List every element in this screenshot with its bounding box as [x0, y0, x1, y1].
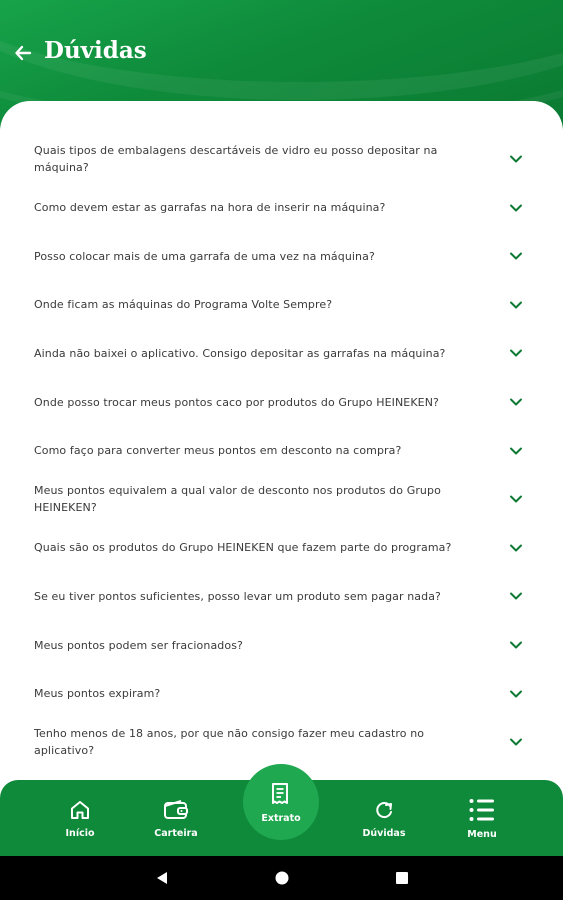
nav-home[interactable] — [52, 780, 108, 856]
nav-statement-label: Extrato — [261, 812, 301, 824]
faq-item[interactable] — [0, 720, 563, 764]
list-menu-icon — [468, 797, 496, 823]
back-triangle-icon[interactable] — [154, 870, 170, 886]
nav-home-label: Início — [65, 827, 95, 839]
faq-question: Quais são os produtos do Grupo HEINEKEN que fazem parte do programa? — [34, 541, 452, 555]
nav-menu-label: Menu — [467, 828, 497, 840]
faq-item[interactable] — [0, 574, 563, 618]
arrow-left-icon — [14, 44, 32, 62]
faq-question: Ainda não baixei o aplicativo. Consigo depositar as garrafas na máquina? — [34, 346, 446, 360]
faq-item[interactable] — [0, 186, 563, 230]
chevron-down-icon[interactable] — [508, 200, 524, 216]
chevron-down-icon[interactable] — [508, 151, 524, 167]
faq-item[interactable] — [0, 672, 563, 716]
refresh-icon — [372, 798, 396, 822]
nav-menu[interactable] — [454, 780, 510, 856]
faq-item[interactable] — [0, 429, 563, 473]
nav-faq-label: Dúvidas — [362, 827, 406, 839]
nav-wallet-label: Carteira — [154, 827, 198, 839]
chevron-down-icon[interactable] — [508, 394, 524, 410]
faq-question: Se eu tiver pontos suficientes, posso levar um produto sem pagar nada? — [34, 589, 441, 603]
faq-item[interactable] — [0, 331, 563, 375]
home-circle-icon[interactable] — [274, 870, 290, 886]
faq-item[interactable] — [0, 477, 563, 521]
faq-item[interactable] — [0, 623, 563, 667]
faq-question: Meus pontos expiram? — [34, 687, 161, 701]
chevron-down-icon[interactable] — [508, 248, 524, 264]
chevron-down-icon[interactable] — [508, 443, 524, 459]
faq-question: Tenho menos de 18 anos, por que não consigo fazer meu cadastro no aplicativo? — [34, 727, 425, 758]
back-button[interactable] — [10, 40, 36, 66]
chevron-down-icon[interactable] — [508, 734, 524, 750]
faq-question: Meus pontos podem ser fracionados? — [34, 638, 243, 652]
faq-question: Onde ficam as máquinas do Programa Volte Sempre? — [34, 298, 333, 312]
faq-panel — [0, 101, 563, 801]
home-icon — [68, 798, 92, 822]
faq-item[interactable] — [0, 526, 563, 570]
faq-question: Posso colocar mais de uma garrafa de uma vez na máquina? — [34, 249, 375, 263]
wallet-icon — [162, 798, 190, 822]
chevron-down-icon[interactable] — [508, 588, 524, 604]
page-title: Dúvidas — [44, 37, 147, 64]
faq-question: Como devem estar as garrafas na hora de inserir na máquina? — [34, 201, 386, 215]
nav-faq[interactable] — [356, 780, 412, 856]
chevron-down-icon[interactable] — [508, 345, 524, 361]
chevron-down-icon[interactable] — [508, 297, 524, 313]
faq-question: Como faço para converter meus pontos em desconto na compra? — [34, 444, 402, 458]
faq-item[interactable] — [0, 137, 563, 181]
chevron-down-icon[interactable] — [508, 686, 524, 702]
faq-question: Meus pontos equivalem a qual valor de desconto nos produtos do Grupo HEINEKEN? — [34, 484, 441, 515]
nav-statement[interactable] — [243, 764, 319, 840]
faq-question: Onde posso trocar meus pontos caco por produtos do Grupo HEINEKEN? — [34, 395, 439, 409]
faq-item[interactable] — [0, 380, 563, 424]
chevron-down-icon[interactable] — [508, 540, 524, 556]
receipt-icon — [269, 781, 293, 807]
system-navigation-bar — [0, 856, 563, 900]
faq-question: Quais tipos de embalagens descartáveis de vidro eu posso depositar na máquina? — [34, 144, 438, 174]
faq-item[interactable] — [0, 234, 563, 278]
faq-item[interactable] — [0, 283, 563, 327]
nav-wallet[interactable] — [148, 780, 204, 856]
chevron-down-icon[interactable] — [508, 491, 524, 507]
recents-square-icon[interactable] — [394, 870, 410, 886]
chevron-down-icon[interactable] — [508, 637, 524, 653]
